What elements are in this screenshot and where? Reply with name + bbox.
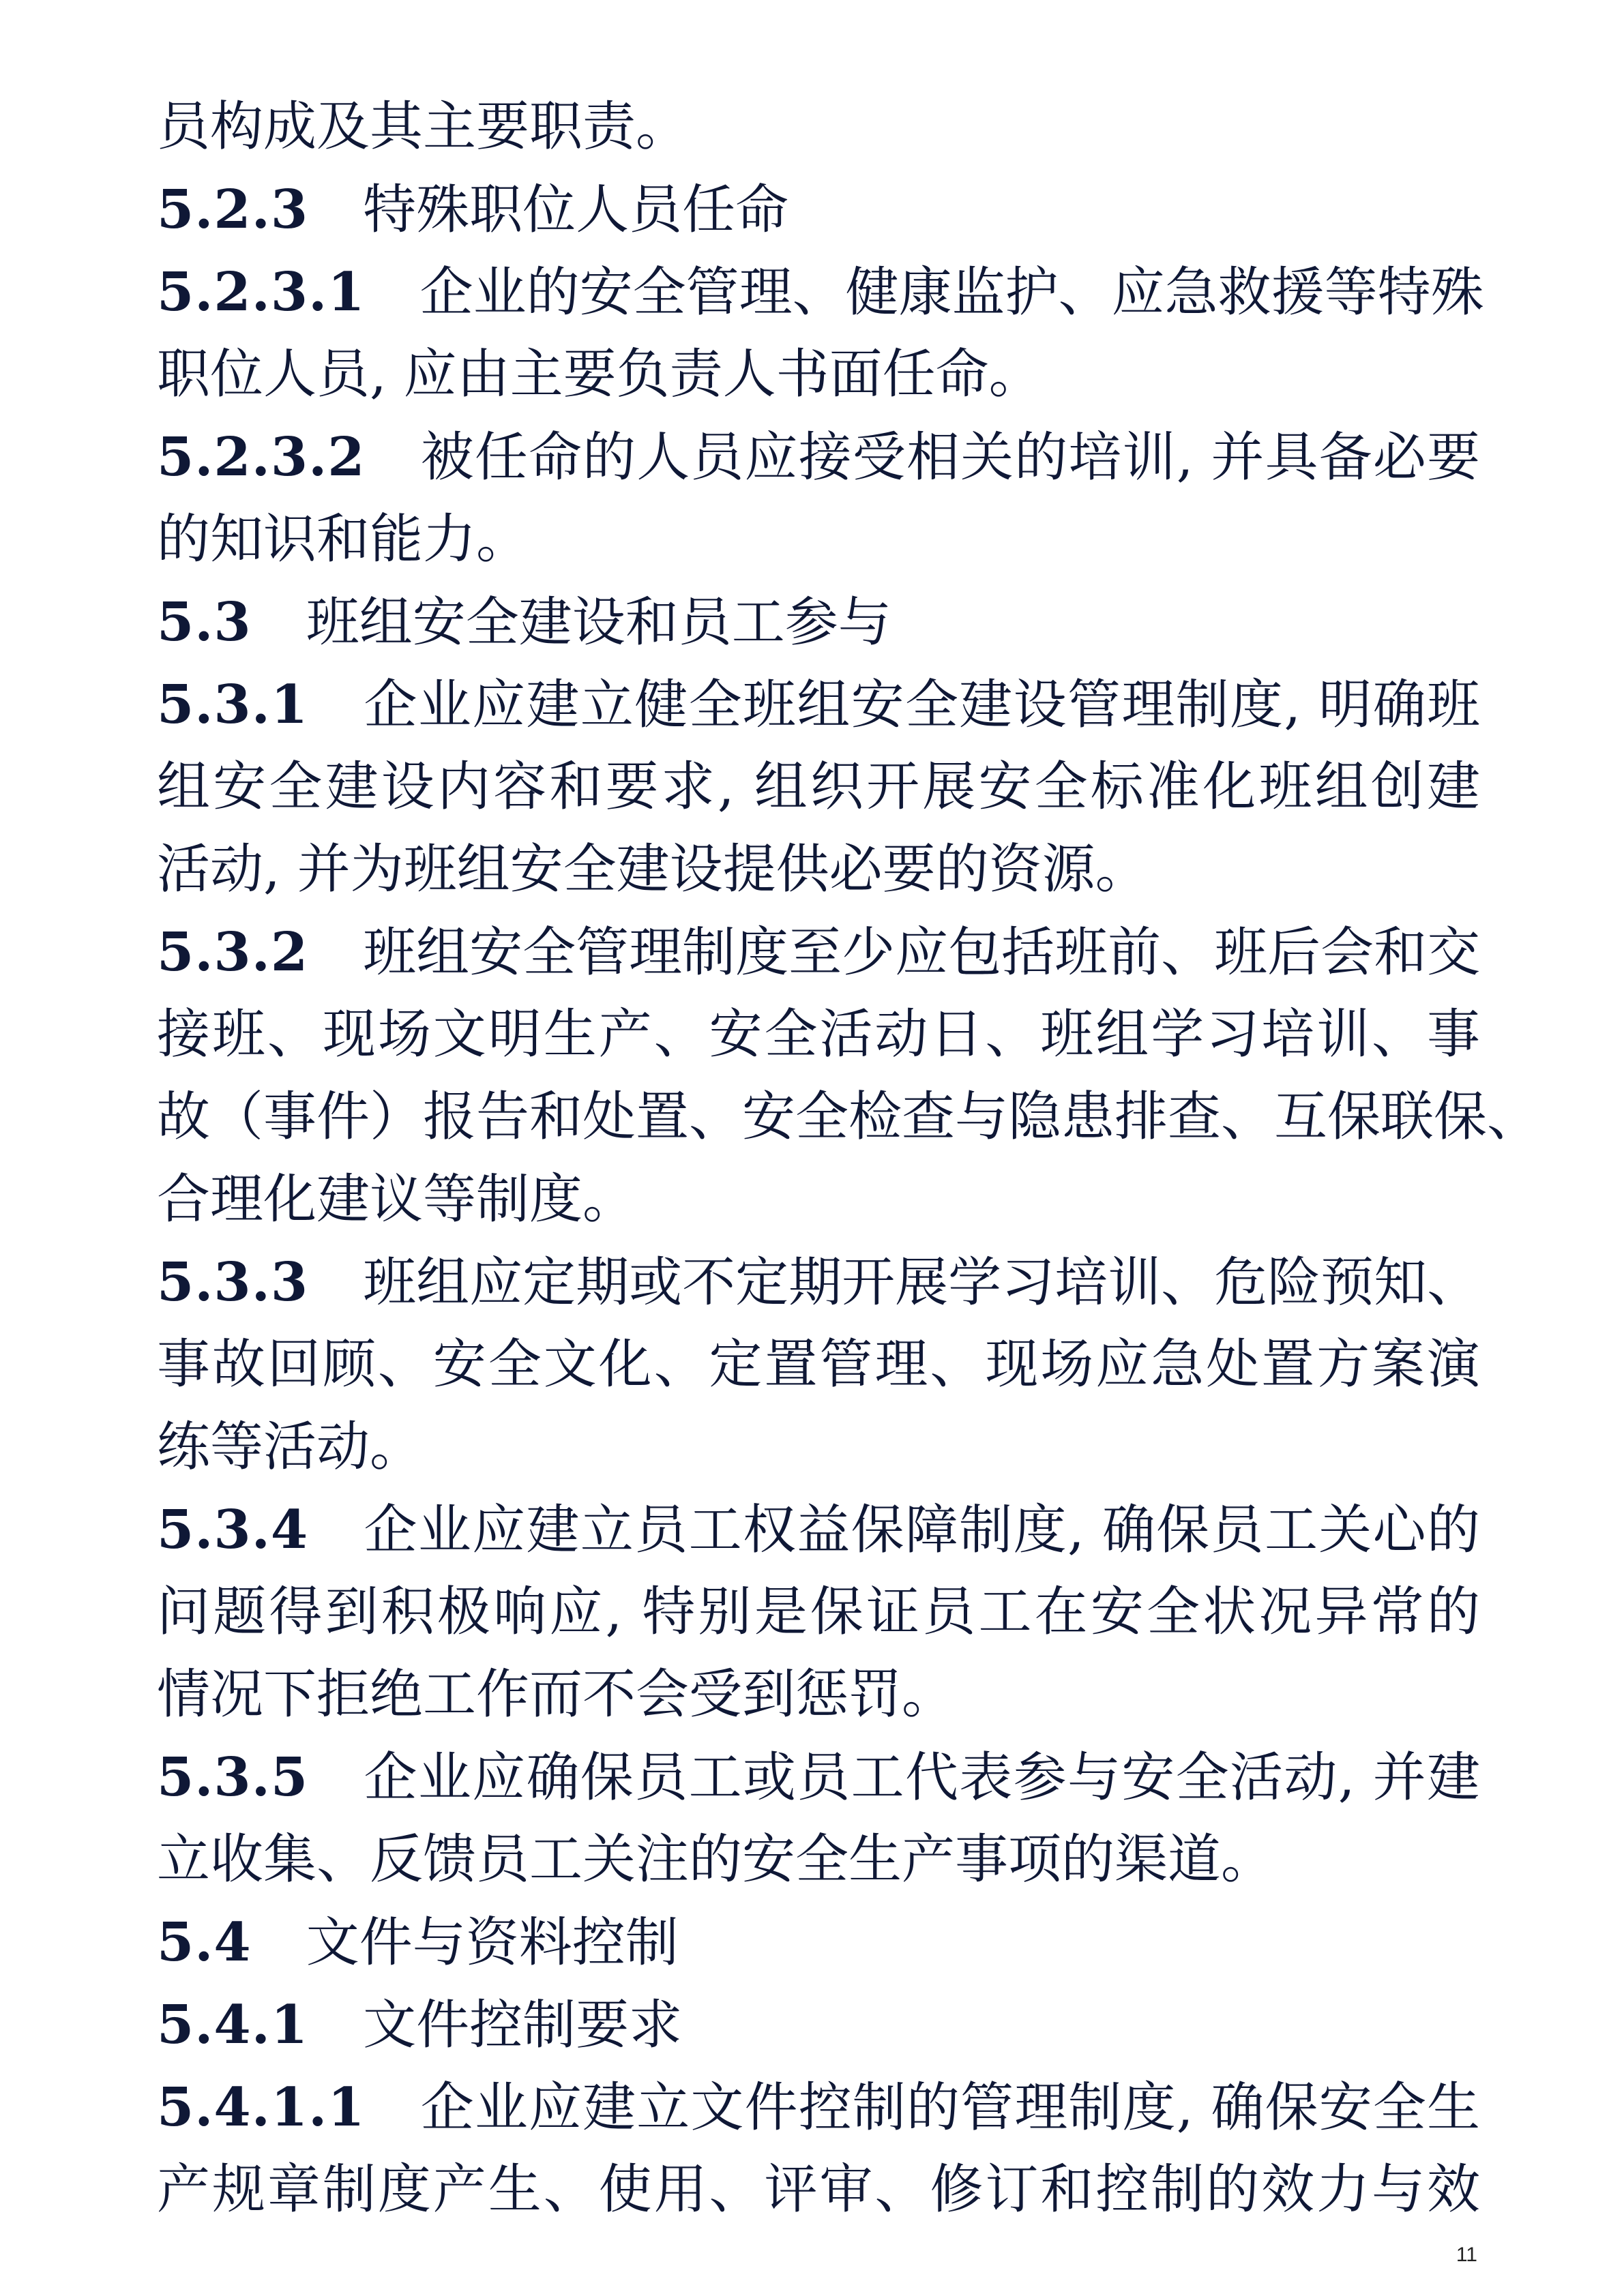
line-text: 练等活动。 <box>157 1416 424 1478</box>
text-line <box>157 1324 1480 1406</box>
text-line <box>157 1654 1480 1736</box>
line-text: 企业的安全管理、健康监护、应急救援等特殊 <box>419 262 1484 323</box>
text-line <box>157 1159 1480 1241</box>
text-line <box>157 664 1480 746</box>
text-line <box>157 416 1480 498</box>
section-number: 5.3.3 <box>157 1251 309 1313</box>
document-body <box>157 86 1541 2231</box>
line-text: 问题得到积极响应, 特别是保证员工在安全状况异常的 <box>157 1581 1480 1643</box>
text-line <box>157 1489 1480 1571</box>
line-text: 员构成及其主要职责。 <box>157 96 690 158</box>
line-text: 职位人员, 应由主要负责人书面任命。 <box>157 344 1042 405</box>
line-text: 企业应建立员工权益保障制度, 确保员工关心的 <box>363 1500 1480 1561</box>
section-number: 5.3.5 <box>157 1746 309 1808</box>
line-text: 故（事件）报告和处置、安全检查与隐患排查、互保联保、 <box>157 1086 1541 1148</box>
text-line <box>157 2066 1480 2149</box>
section-number: 5.2.3.2 <box>157 426 366 488</box>
line-text: 活动, 并为班组安全建设提供必要的资源。 <box>157 839 1149 900</box>
section-number: 5.3 <box>157 591 252 653</box>
section-number: 5.3.2 <box>157 921 309 983</box>
section-number: 5.4.1.1 <box>157 2076 366 2138</box>
line-text: 被任命的人员应接受相关的培训, 并具备必要 <box>419 427 1480 488</box>
text-line <box>157 1571 1480 1654</box>
line-text: 企业应建立文件控制的管理制度, 确保安全生 <box>419 2077 1480 2138</box>
line-text: 情况下拒绝工作而不会受到惩罚。 <box>157 1664 956 1725</box>
line-text: 班组安全建设和员工参与 <box>306 592 891 653</box>
text-line <box>157 1241 1480 1324</box>
page-number: 11 <box>1456 2243 1477 2266</box>
text-line <box>157 994 1480 1076</box>
line-text: 产规章制度产生、使用、评审、修订和控制的效力与效 <box>157 2159 1480 2220</box>
line-text: 组安全建设内容和要求, 组织开展安全标准化班组创建 <box>157 756 1480 818</box>
text-line <box>157 333 1480 416</box>
text-line <box>157 829 1480 911</box>
section-number: 5.2.3 <box>157 179 309 241</box>
text-line <box>157 911 1480 994</box>
line-text: 文件控制要求 <box>363 1995 683 2056</box>
text-line <box>157 86 1480 168</box>
section-number: 5.4 <box>157 1911 252 1973</box>
text-line <box>157 581 1480 664</box>
text-line <box>157 746 1480 829</box>
section-number: 5.3.4 <box>157 1499 309 1561</box>
text-line <box>157 168 1480 251</box>
line-text: 立收集、反馈员工关注的安全生产事项的渠道。 <box>157 1829 1275 1890</box>
line-text: 接班、现场文明生产、安全活动日、班组学习培训、事 <box>157 1004 1480 1065</box>
text-line <box>157 498 1480 581</box>
section-number: 5.2.3.1 <box>157 261 366 323</box>
text-line <box>157 1406 1480 1489</box>
section-number: 5.3.1 <box>157 674 309 736</box>
text-line <box>157 1819 1480 1901</box>
line-text: 的知识和能力。 <box>157 509 530 570</box>
text-line <box>157 1736 1480 1819</box>
text-line <box>157 1984 1480 2066</box>
line-text: 企业应建立健全班组安全建设管理制度, 明确班 <box>363 674 1480 736</box>
line-text: 文件与资料控制 <box>306 1912 679 1973</box>
text-line <box>157 1076 1541 1159</box>
line-text: 企业应确保员工或员工代表参与安全活动, 并建 <box>363 1747 1480 1808</box>
text-line <box>157 1901 1480 1984</box>
line-text: 合理化建议等制度。 <box>157 1169 636 1230</box>
line-text: 班组安全管理制度至少应包括班前、班后会和交 <box>363 922 1481 983</box>
line-text: 特殊职位人员任命 <box>363 179 789 241</box>
text-line <box>157 2149 1480 2231</box>
section-number: 5.4.1 <box>157 1994 309 2056</box>
text-line <box>157 251 1484 333</box>
line-text: 班组应定期或不定期开展学习培训、危险预知、 <box>363 1252 1481 1313</box>
line-text: 事故回顾、安全文化、定置管理、现场应急处置方案演 <box>157 1334 1480 1395</box>
